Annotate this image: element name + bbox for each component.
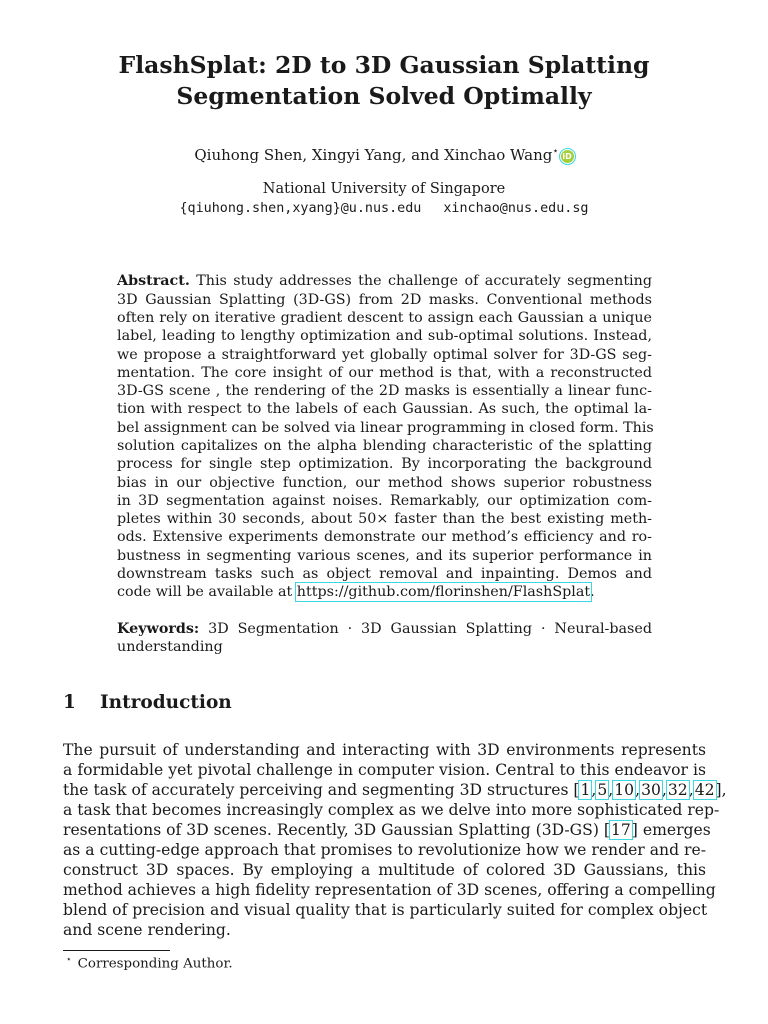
email-1: {qiuhong.shen,xyang}@u.nus.edu [179, 201, 422, 216]
citation-link[interactable]: 5 [597, 781, 608, 799]
abstract-line: bustness in segmenting various scenes, and its superior performance in [117, 548, 652, 564]
abstract-text: This study addresses the challenge of accurately segmenting [196, 273, 652, 289]
keywords-text: 3D Segmentation · 3D Gaussian Splatting · Neural-based [208, 621, 652, 637]
abstract-line: mentation. The core insight of our method is that, with a reconstructed [117, 365, 652, 381]
keywords-label: Keywords: [117, 621, 200, 637]
keywords-line: understanding [117, 639, 223, 655]
body-line: as a cutting-edge approach that promises to revolutionize how we render and re- [63, 841, 706, 859]
paper-title [60, 50, 708, 112]
title-line-2: Segmentation Solved Optimally [176, 82, 592, 110]
author-names: Qiuhong Shen, Xingyi Yang, and Xinchao Wang [194, 146, 553, 164]
keywords-line [117, 620, 652, 638]
abstract-line: we propose a straightforward yet globally optimal solver for 3D-GS seg- [117, 347, 652, 363]
citation-link[interactable]: 32 [667, 781, 688, 799]
abstract-text: code will be available at [117, 584, 293, 600]
footnote-rule [63, 950, 170, 951]
body-line: resentations of 3D scenes. Recently, 3D Gaussian Splatting (3D-GS) [17] emerges [63, 821, 711, 839]
abstract-line: often rely on iterative gradient descent to assign each Gaussian a unique [117, 310, 652, 326]
citation-link[interactable]: 30 [641, 781, 661, 799]
body-line: the task of accurately perceiving and segmenting 3D structures [1,5,10,30,32,42], [63, 781, 727, 799]
abstract-line: process for single step optimization. By incorporating the background [117, 456, 652, 472]
body-line: construct 3D spaces. By employing a multitude of colored 3D Gaussians, this [63, 861, 706, 879]
footnote-mark: ⋆ [66, 955, 72, 965]
abstract-line: 3D-GS scene , the rendering of the 2D masks is essentially a linear func- [117, 383, 652, 399]
citation-link[interactable]: 42 [694, 781, 715, 799]
abstract-text: . [590, 584, 595, 600]
citation-link[interactable]: 17 [610, 821, 631, 839]
github-link[interactable]: https://github.com/florinshen/FlashSplat [296, 584, 591, 600]
section-heading [63, 692, 232, 713]
section-title: Introduction [100, 692, 232, 713]
author-list [60, 146, 708, 164]
abstract-line [117, 272, 652, 290]
title-line-1: FlashSplat: 2D to 3D Gaussian Splatting [118, 51, 650, 79]
orcid-icon[interactable]: iD [562, 152, 572, 161]
section-number: 1 [63, 692, 76, 713]
body-line: method achieves a high fidelity representation of 3D scenes, offering a compelling [63, 881, 716, 899]
body-text: the task of accurately perceiving and segmenting 3D structures [ [63, 781, 580, 799]
abstract-line: tion with respect to the labels of each Gaussian. As such, the optimal la- [117, 401, 652, 417]
body-text: emerges [642, 821, 711, 839]
corresponding-mark: ⋆ [552, 146, 559, 157]
footnote-text: Corresponding Author. [77, 956, 233, 972]
abstract-line: bias in our objective function, our method shows superior robustness [117, 475, 652, 491]
email-2: xinchao@nus.edu.sg [443, 201, 589, 216]
citation-link[interactable]: 1 [580, 781, 591, 799]
abstract-label: Abstract. [117, 273, 190, 289]
body-line: The pursuit of understanding and interacting with 3D environments represents [63, 741, 706, 759]
abstract-line: bel assignment can be solved via linear programming in closed form. This [117, 420, 654, 436]
abstract-line: downstream tasks such as object removal and inpainting. Demos and [117, 566, 652, 582]
body-line: and scene rendering. [63, 921, 231, 939]
body-text: resentations of 3D scenes. Recently, 3D Gaussian Splatting (3D-GS) [63, 821, 599, 839]
citation-link[interactable]: 10 [614, 781, 635, 799]
abstract-line: label, leading to lengthy optimization and sub-optimal solutions. Instead, [117, 328, 652, 344]
abstract-line: solution capitalizes on the alpha blending characteristic of the splatting [117, 438, 652, 454]
abstract-line: 3D Gaussian Splatting (3D-GS) from 2D masks. Conventional methods [117, 292, 652, 308]
footnote [66, 955, 233, 971]
affiliation: National University of Singapore [262, 181, 506, 197]
abstract-line: ods. Extensive experiments demonstrate our method’s efficiency and ro- [117, 529, 652, 545]
abstract-line [117, 583, 652, 601]
body-line: blend of precision and visual quality that is particularly suited for complex object [63, 901, 708, 919]
abstract-line: in 3D segmentation against noises. Remarkably, our optimization com- [117, 493, 652, 509]
body-line: a task that becomes increasingly complex as we delve into more sophisticated rep- [63, 801, 720, 819]
email-addresses [60, 201, 708, 216]
body-text: ], [715, 781, 727, 799]
body-line: a formidable yet pivotal challenge in computer vision. Central to this endeavor is [63, 761, 706, 779]
abstract-line: pletes within 30 seconds, about 50× faster than the best existing meth- [117, 511, 652, 527]
